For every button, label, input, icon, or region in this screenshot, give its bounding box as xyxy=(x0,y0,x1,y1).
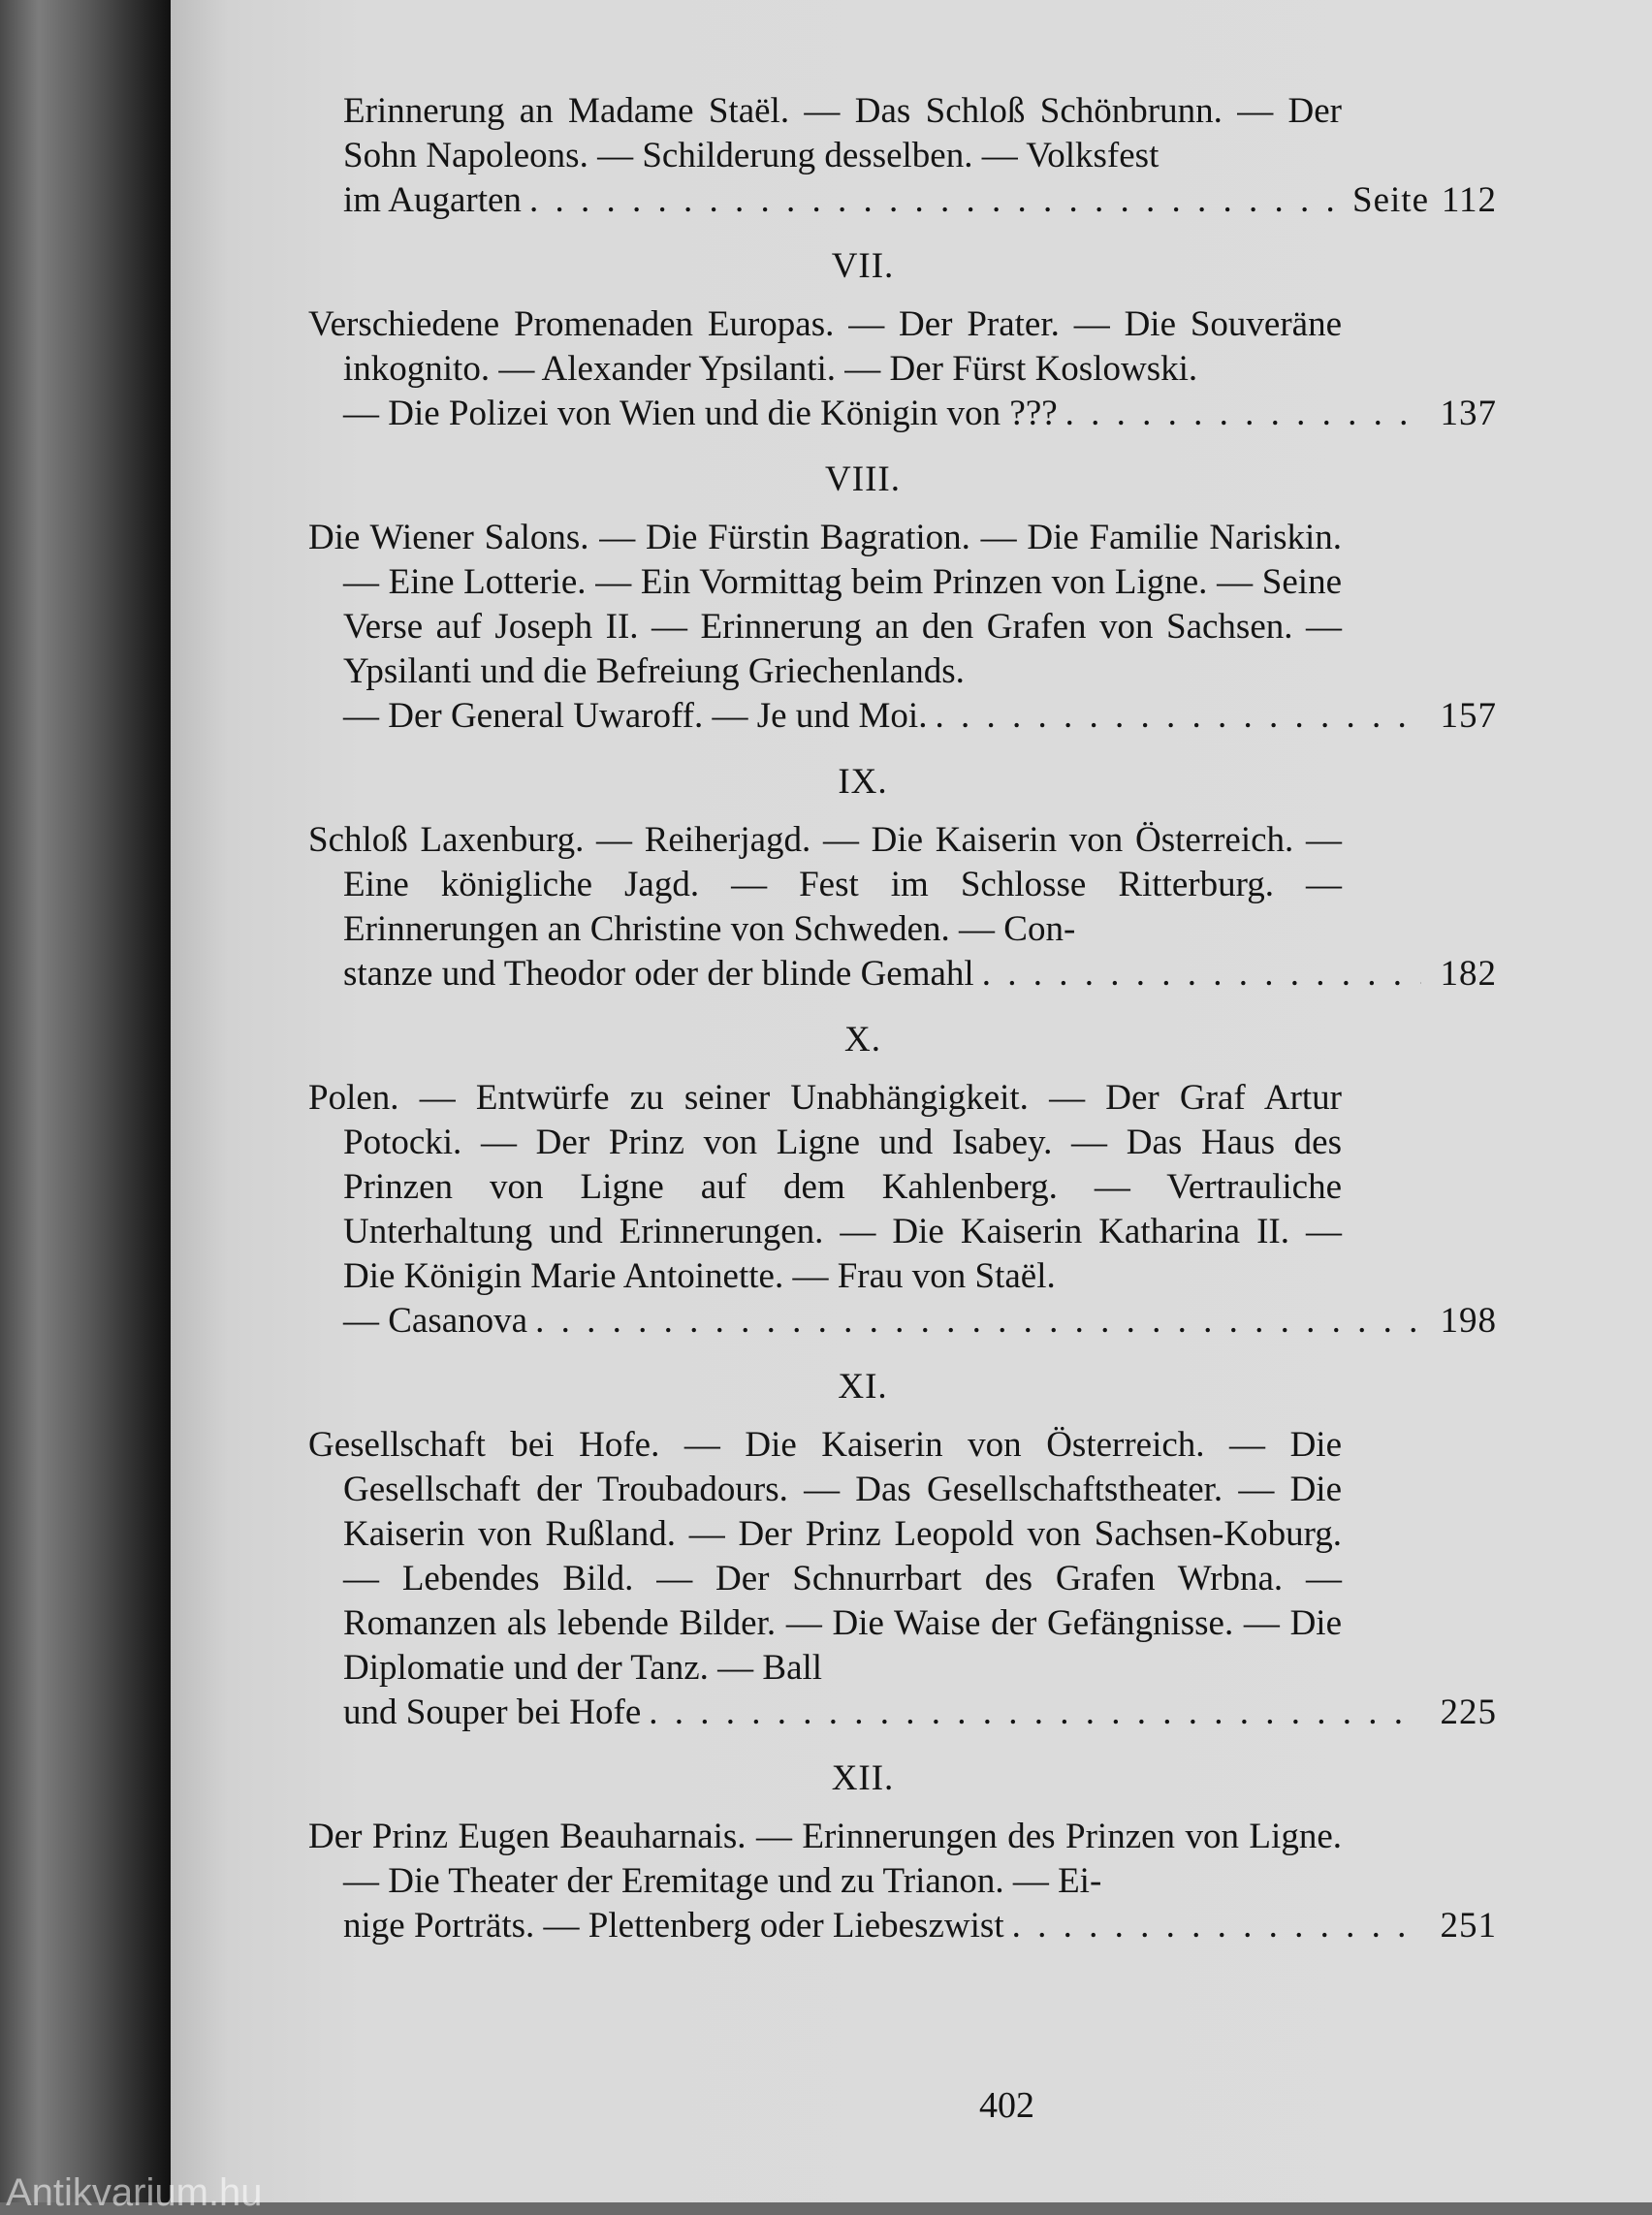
toc-leader-line xyxy=(308,1691,1497,1735)
table-of-contents xyxy=(308,89,1559,1948)
toc-leader-line xyxy=(308,1904,1497,1948)
page-folio: 402 xyxy=(979,2085,1034,2126)
toc-leader-line xyxy=(308,1299,1497,1344)
page-number: 157 xyxy=(1440,696,1497,736)
dot-leader xyxy=(935,694,1421,739)
toc-entry-last-line: stanze und Theodor oder der blinde Gemahl xyxy=(343,954,974,994)
toc-entry-ix xyxy=(308,818,1497,997)
toc-entry-text: Erinnerung an Madame Staël. — Das Schloß Schönbrunn. — Der Sohn Napoleons. — Schilderung desselben. — Volksfest xyxy=(343,91,1342,175)
toc-entry-xi xyxy=(308,1423,1497,1735)
chapter-number-xi: XI. xyxy=(838,1367,888,1407)
toc-leader-line xyxy=(308,694,1497,739)
chapter-number-ix: IX. xyxy=(838,762,888,802)
page-label: Seite xyxy=(1352,180,1429,220)
watermark: Antikvarium.hu xyxy=(6,2171,263,2214)
toc-entry-text: Verschiedene Promenaden Europas. — Der Prater. — Die Souveräne inkognito. — Alexander Ypsilanti. — Der Fürst Koslowski. xyxy=(308,304,1342,389)
chapter-number-xii: XII. xyxy=(831,1758,895,1798)
toc-entry-xii xyxy=(308,1815,1497,1948)
dot-leader xyxy=(1065,392,1421,436)
dot-leader xyxy=(535,1299,1421,1344)
toc-entry-last-line: nige Porträts. — Plettenberg oder Liebeszwist xyxy=(343,1906,1004,1946)
toc-entry-last-line: — Casanova xyxy=(343,1301,528,1341)
dot-leader xyxy=(649,1691,1421,1735)
toc-entry-text: Schloß Laxenburg. — Reiherjagd. — Die Kaiserin von Österreich. — Eine königliche Jagd. — Fest im Schlosse Ritterburg. — Erinnerungen an Christine von Schweden. — Con- xyxy=(308,820,1342,949)
toc-entry-last-line: — Der General Uwaroff. — Je und Moi. xyxy=(343,696,928,736)
toc-entry-vi xyxy=(308,89,1497,223)
page-number: 198 xyxy=(1440,1301,1497,1341)
toc-entry-last-line: im Augarten xyxy=(343,180,522,220)
dot-leader xyxy=(982,952,1421,997)
chapter-number-vii: VII. xyxy=(831,246,895,286)
page-number: 112 xyxy=(1441,180,1497,220)
page-number: 251 xyxy=(1440,1906,1497,1946)
dot-leader xyxy=(529,178,1345,223)
toc-leader-line xyxy=(308,178,1497,223)
chapter-number-viii: VIII. xyxy=(825,459,901,499)
book-spine xyxy=(0,0,175,2202)
toc-leader-line xyxy=(308,392,1497,436)
toc-entry-text: Gesellschaft bei Hofe. — Die Kaiserin von Österreich. — Die Gesellschaft der Troubadours. — Das Gesellschaftstheater. — Die Kaiserin von Rußland. — Der Prinz Leopold von Sachsen-Koburg. — Lebendes Bild. — Der Schnurrbart des Grafen Wrbna. — Romanzen als lebende Bilder. — Die Waise der Gefängnisse. — Die Diplomatie und der Tanz. — Ball xyxy=(308,1425,1342,1688)
toc-entry-text: Der Prinz Eugen Beauharnais. — Erinnerungen des Prinzen von Ligne. — Die Theater der Eremitage und zu Trianon. — Ei- xyxy=(308,1817,1342,1901)
toc-entry-vii xyxy=(308,302,1497,436)
page-number: 182 xyxy=(1440,954,1497,994)
page-number: 137 xyxy=(1440,394,1497,433)
chapter-number-x: X. xyxy=(844,1020,881,1060)
dot-leader xyxy=(1012,1904,1421,1948)
toc-entry-viii xyxy=(308,516,1497,739)
toc-entry-last-line: — Die Polizei von Wien und die Königin von ??? xyxy=(343,394,1058,433)
toc-entry-text: Die Wiener Salons. — Die Fürstin Bagration. — Die Familie Nariskin. — Eine Lotterie. — Ein Vormittag beim Prinzen von Ligne. — Seine Verse auf Joseph II. — Erinnerung an den Grafen von Sachsen. — Ypsilanti und die Befreiung Griechenlands. xyxy=(308,518,1342,691)
toc-leader-line xyxy=(308,952,1497,997)
toc-entry-text: Polen. — Entwürfe zu seiner Unabhängigkeit. — Der Graf Artur Potocki. — Der Prinz von Ligne und Isabey. — Das Haus des Prinzen von Ligne auf dem Kahlenberg. — Vertrauliche Unterhaltung und Erinnerungen. — Die Kaiserin Katharina II. — Die Königin Marie Antoinette. — Frau von Staël. xyxy=(308,1078,1342,1296)
toc-entry-last-line: und Souper bei Hofe xyxy=(343,1693,642,1732)
page-number: 225 xyxy=(1440,1693,1497,1732)
toc-entry-x xyxy=(308,1076,1497,1344)
